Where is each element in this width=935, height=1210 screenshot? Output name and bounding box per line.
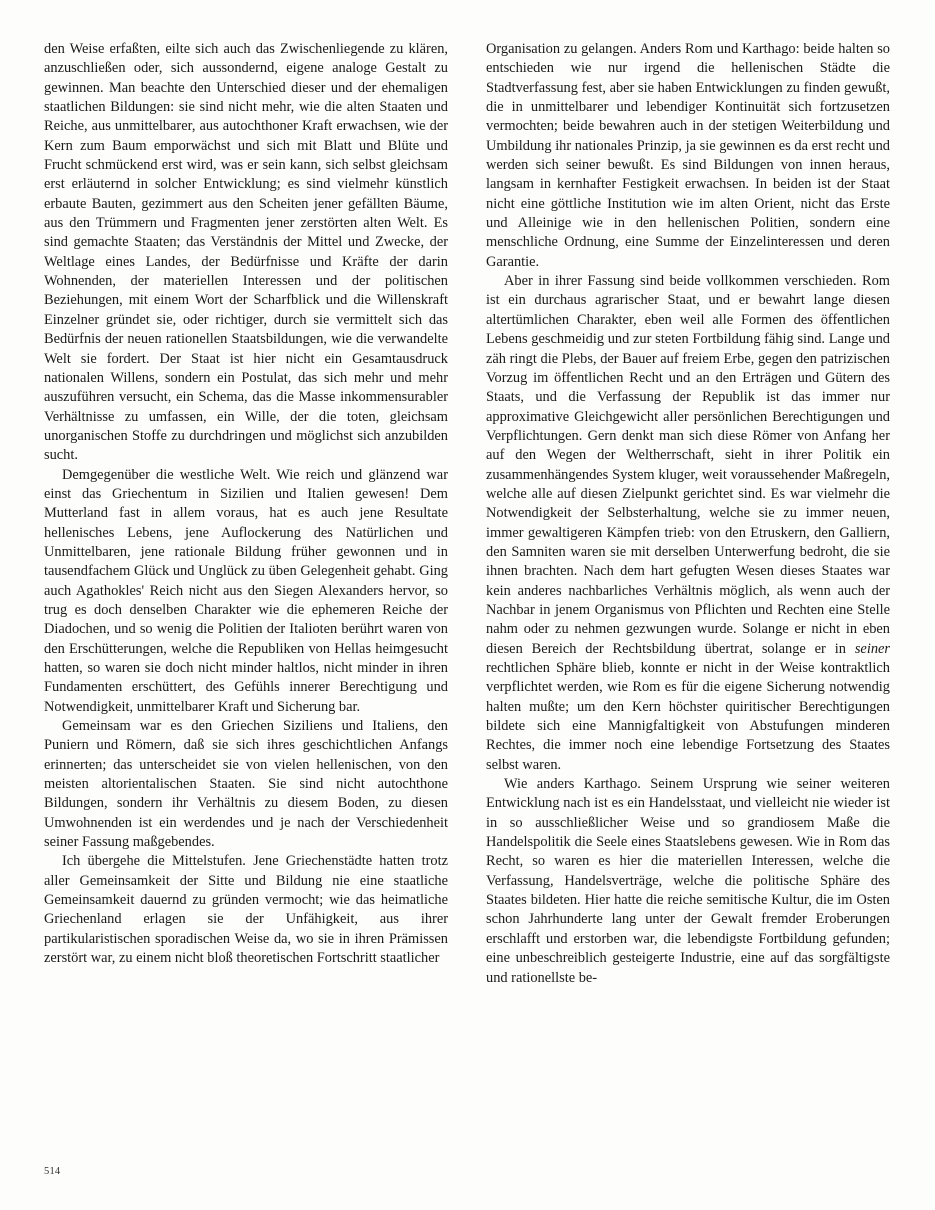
page-number: 514 — [44, 1166, 61, 1177]
paragraph: Demgegenüber die westliche Welt. Wie reich und glänzend war einst das Griechentum in Sizilien und Italien gewesen! Dem Mutterland fast in allem voraus, hat es auch jene Resultate hellenisches Lebens, jene Auflockerung des Natürlichen und Unmittelbaren, jene rationale Bildung früher gewonnen und in tausendfachem Glück und Unglück zu üben Gelegenheit gehabt. Ging auch Agathokles' Reich nicht aus den Siegen Alexanders hervor, so trug es doch denselben Charakter wie die ephemeren Reiche der Diadochen, und so wenig die Politien der Italioten berührt waren von den Erschütterungen, welche die Republiken von Hellas heimgesucht hatten, so waren sie doch nicht minder haltlos, nicht minder in ihren Fundamenten erschüttert, des Gefühls innerer Berechtigung und Notwendigkeit, unmittelbarer Kraft und Sicherung bar. — [44, 466, 448, 715]
paragraph: den Weise erfaßten, eilte sich auch das Zwischenliegende zu klären, anzuschließen oder, sich aussondernd, eigene analoge Gestalt zu gewinnen. Man beachte den Unterschied dieser und der ehemaligen staatlichen Bildungen: sie sind nicht mehr, wie die alten Staaten und Reiche, aus unmittelbarer, aus autochthoner Kraft erwachsen, wie der Kern zum Baum emporwächst und sich mit Blatt und Blüte und Frucht schmückend erst wird, was er sein kann, sich selbst gleichsam erst erläuternd in solcher Entwicklung; es sind vielmehr künstlich erbaute Bauten, gezimmert aus den Scheiten jener gefällten Bäume, aus den Trümmern und Fragmenten jener zerstörten alten Welt. Es sind gemachte Staaten; das Verständnis der Mittel und Zwecke, der Weltlage eines Landes, der Bedürfnisse und Kräfte der darin Wohnenden, der materiellen Interessen und der politischen Beziehungen, mit einem Wort der Scharfblick und die Willenskraft Einzelner gründet sie, oder richtiger, durch sie vermittelt sich das Bedürfnis der neuen rationellen Staatsbildungen, wie die verwandelte Welt sie fordert. Der Staat ist hier nicht ein Gesamtausdruck nationalen Willens, sondern ein Postulat, das sich mehr und mehr auszuführen versucht, ein Schema, das die Masse inkommensurabler Verhältnisse zu umfassen, ein Wille, der die toten, gleichsam unorganischen Stoffe zu durchdringen und möglichst sich anzubilden sucht. — [44, 41, 448, 464]
paragraph: Aber in ihrer Fassung sind beide vollkommen verschieden. Rom ist ein durchaus agrarischer Staat, und er bewahrt lange diesen altertümlichen Charakter, eben weil alle Formen des öffentlichen Lebens geschmeidig und zur steten Fortbildung fähig sind. Lange und zäh ringt die Plebs, der Bauer auf freiem Erbe, gegen den patrizischen Vorzug im öffentlichen Recht und an den Erträgen und Gütern des Staats, und die Verfassung der Republik ist das immer nur approximative Gleichgewicht aller persönlichen Berechtigungen und Verpflichtungen. Gern denkt man sich diese Römer von Anfang her auf den Wegen der Weltherrschaft, sieht in ihrer Politik ein zusammenhängendes System kluger, weit voraussehender Maßregeln, welche alle auf diesen Zielpunkt gerichtet sind. Es war vielmehr die Notwendigkeit der Selbsterhaltung, welche sie zu immer neuen, immer gewaltigeren Kämpfen trieb: von den Etruskern, den Galliern, den Samniten waren sie mit derselben Unterwerfung bedroht, die sie ihnen brachten. Nach dem hart gefugten Wesen dieses Staates war kein anderes nachbarliches Verhältnis möglich, als wenn auch der Nachbar in jenem Organismus von Pflichten und Rechten eine Stelle nahm oder zu nehmen gezwungen wurde. Solange er nicht in eben diesen Bereich der Rechtsbildung übertrat, solange er in seiner rechtlichen Sphäre blieb, konnte er nicht in der Weise kontraktlich verpflichtet werden, wie Rom es für die eigene Sicherung notwendig halten mußte; um den Kern höchster quiritischer Berechtigungen bildete sich eine Mannigfaltigkeit von Abstufungen minderen Rechtes, die immer noch eine lebendige Fortsetzung des Staates selbst waren. — [486, 273, 890, 773]
left-text-column — [44, 40, 448, 988]
paragraph: Organisation zu gelangen. Anders Rom und Karthago: beide halten so entschieden wie nur irgend die hellenischen Städte die Stadtverfassung fest, aber sie haben Entwicklungen zu finden gewußt, die in unmittelbarer und lebendiger Kontinuität sich fortzusetzen vermochten; beide bewahren auch in der stetigen Weiterbildung und Umbildung ihr nationales Prinzip, ja sie gewinnen es da erst recht und werden sich seiner bewußt. Es sind Bildungen von innen heraus, langsam in kernhafter Festigkeit erwachsen. In beiden ist der Staat nicht eine göttliche Institution wie im alten Orient, nicht das Erste und Alleinige wie in den hellenischen Politien, sondern eine menschliche Ordnung, eine Summe der Einzelinteressen und deren Garantie. — [486, 41, 890, 270]
two-column-text-body — [44, 40, 891, 988]
paragraph: Wie anders Karthago. Seinem Ursprung wie seiner weiteren Entwicklung nach ist es ein Handelsstaat, und vielleicht nie wieder ist in so ausschließlicher Weise und so grandiosem Maße die Handelspolitik die Seele eines Staatslebens gewesen. Wie in Rom das Recht, so waren es hier die materiellen Interessen, welche die Verfassung, Handelsverträge, welche die politische Sphäre des Staates bildeten. Hier hatte die reiche semitische Kultur, die im Osten schon Jahrhunderte lang unter der Gewalt fremder Eroberungen erschlafft und erstorben war, die lebendigste Fortbildung gefunden; eine unbeschreiblich gesteigerte Industrie, eine auf das sorgfältigste und rationellste be- — [486, 776, 890, 986]
paragraph: Ich übergehe die Mittelstufen. Jene Griechenstädte hatten trotz aller Gemeinsamkeit der Sitte und Bildung nie eine staatliche Gemeinsamkeit dauernd zu gründen vermocht; wie das heimatliche Griechenland erlagen sie der Unfähigkeit, aus ihrer partikularistischen sporadischen Weise da, wo sie in ihren Prämissen zerstört war, zu einem nicht bloß theoretischen Fortschritt staatlicher — [44, 853, 448, 967]
right-text-column — [486, 40, 890, 988]
paragraph: Gemeinsam war es den Griechen Siziliens und Italiens, den Puniern und Römern, daß sie sich ihres geschichtlichen Anfangs erinnerten; das unterscheidet sie von vielen hellenischen, von den meisten altorientalischen Staaten. Sie sind nicht autochthone Bildungen, sondern ihr Verhältnis zu diesem Boden, zu diesen Umwohnenden ist ein werdendes und je nach der Verschiedenheit seiner Fassung maßgebendes. — [44, 718, 448, 851]
